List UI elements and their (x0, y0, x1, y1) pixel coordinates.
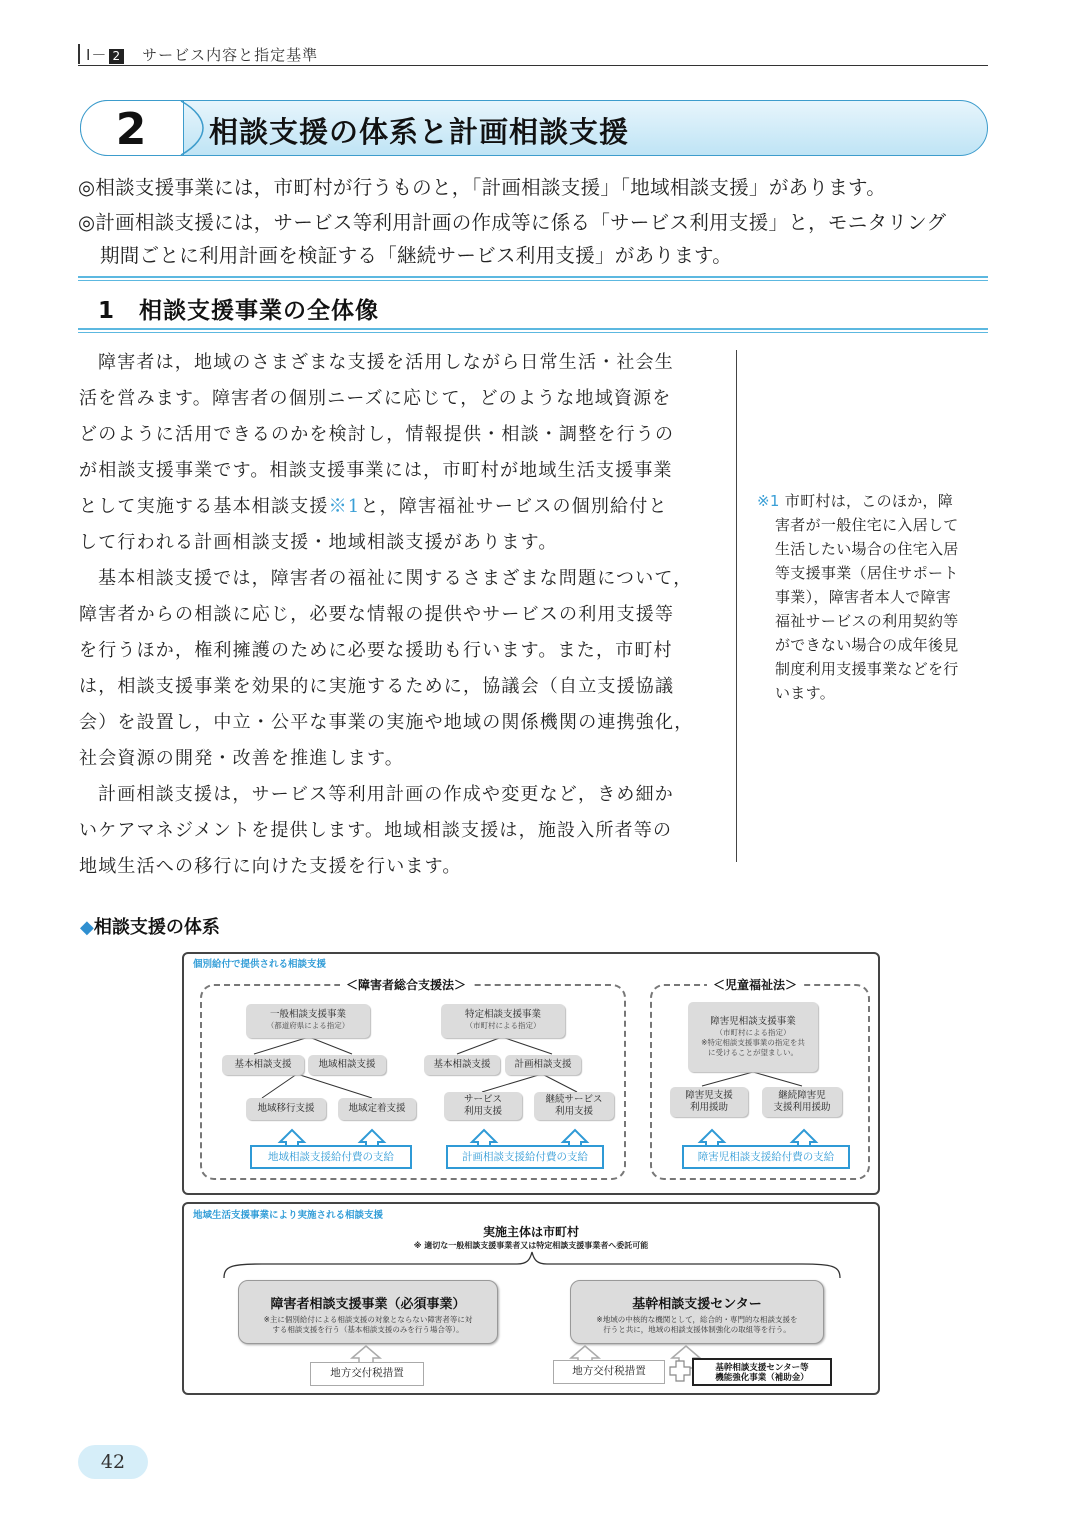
function-strengthening-subsidy-box: 基幹相談支援センター等 機能強化事業（補助金） (692, 1358, 832, 1386)
local-tax-measure-box-1: 地方交付税措置 (310, 1362, 424, 1386)
side-note-line: 害者が一般住宅に入居して (775, 516, 959, 534)
subsection-title: 1 相談支援事業の全体像 (98, 298, 380, 324)
section-title: 相談支援の体系と計画相談支援 (209, 115, 630, 149)
plus-icon (668, 1363, 688, 1383)
body-line: 会）を設置し，中立・公平な事業の実施や地域の関係機関の連携強化， (79, 712, 694, 733)
basic-consult-box-1: 基本相談支援 (222, 1055, 304, 1075)
body-line: は，相談支援事業を効果的に実施するために，協議会（自立支援協議 (79, 676, 675, 697)
section-banner (80, 100, 988, 156)
body-line: 地域生活への移行に向けた支援を行います。 (79, 856, 462, 877)
child-continuous-support-box: 継続障害児 支援利用援助 (762, 1087, 842, 1117)
body-line: 障害者からの相談に応じ，必要な情報の提供やサービスの利用支援等 (79, 604, 675, 625)
intro-line-2: ◎計画相談支援には，サービス等利用計画の作成等に係る「サービス利用支援」と，モニタリング (78, 211, 947, 234)
body-line: 計画相談支援は，サービス等利用計画の作成や変更など，きめ細か (98, 784, 674, 805)
disability-consult-business-box: 障害者相談支援事業（必須事業） ※主に個別給付による相談支援の対象とならない障害者等に対 する相談支援を行う（基本相談支援のみを行う場合等）。 (238, 1280, 498, 1344)
body-line: 活を営みます。障害者の個別ニーズに応じて，どのような地域資源を (79, 388, 672, 409)
running-head-title: サービス内容と指定基準 (142, 46, 319, 64)
chapter-number-box: 2 (109, 49, 124, 64)
side-note-line: 事業），障害者本人で障害 (775, 588, 952, 606)
main-actor-text: 実施主体は市町村 (482, 1225, 579, 1239)
body-line: を行うほか，権利擁護のために必要な援助も行います。また，市町村 (79, 640, 673, 661)
side-note-line: 制度利用支援事業などを行 (775, 660, 959, 678)
settlement-support-box: 地域定着支援 (338, 1098, 416, 1120)
running-head (78, 42, 988, 66)
regional-consult-box: 地域相談支援 (308, 1055, 386, 1075)
basic-consult-box-2: 基本相談支援 (424, 1055, 500, 1075)
intro-line-1: ◎相談支援事業には，市町村が行うものと，「計画相談支援」「地域相談支援」があります。 (78, 176, 887, 199)
running-head-bar (78, 44, 80, 64)
local-tax-measure-box-2: 地方交付税措置 (553, 1360, 665, 1384)
side-note-line: ができない場合の成年後見 (775, 636, 959, 654)
transition-support-box: 地域移行支援 (246, 1098, 326, 1120)
body-line: 社会資源の開発・改善を推進します。 (79, 748, 404, 769)
core-consult-center-box: 基幹相談支援センター ※地域の中核的な機関として，総合的・専門的な相談支援を 行うと共に，地域の相談支援体制強化の取組等を行う。 (570, 1280, 824, 1344)
service-use-support-box: サービス 利用支援 (444, 1092, 522, 1120)
side-note-line: 福祉サービスの利用契約等 (775, 612, 959, 630)
body-line (79, 492, 719, 518)
body-text: と，障害福祉サービスの個別給付と (360, 496, 668, 517)
child-benefit-payment-box: 障害児相談支援給付費の支給 (682, 1145, 850, 1169)
page-number: 42 (78, 1445, 148, 1479)
margin-rule (736, 350, 737, 862)
consignment-note: ※ 適切な一般相談支援事業者又は特定相談支援事業者へ委託可能 (413, 1241, 649, 1250)
specific-consult-business-box: 特定相談支援事業 （市町村による指定） (441, 1004, 565, 1038)
side-note-mark: ※1 (757, 492, 780, 510)
plan-consult-box: 計画相談支援 (505, 1055, 581, 1075)
regional-benefit-payment-box: 地域相談支援給付費の支給 (250, 1145, 412, 1169)
continuous-service-use-box: 継続サービス 利用支援 (534, 1092, 614, 1120)
running-head-prefix: Ⅰ－ (86, 46, 108, 64)
footnote-ref[interactable]: ※1 (328, 496, 361, 517)
diamond-icon: ◆ (80, 917, 94, 938)
individual-benefit-label: 個別給付で提供される相談支援 (193, 959, 327, 970)
body-line: 障害者は，地域のさまざまな支援を活用しながら日常生活・社会生 (98, 352, 674, 373)
general-consult-business-box: 一般相談支援事業 （都道府県による指定） (246, 1004, 370, 1038)
side-note-line: ※1 市町村は，このほか，障 (757, 492, 954, 510)
plan-benefit-payment-box: 計画相談支援給付費の支給 (446, 1145, 604, 1169)
body-line: が相談支援事業です。相談支援事業には，市町村が地域生活支援事業 (79, 460, 673, 481)
diagram-title: ◆相談支援の体系 (80, 917, 220, 938)
running-head-text (86, 44, 318, 65)
side-note-line: います。 (775, 684, 836, 702)
child-welfare-act-label: ＜児童福祉法＞ (707, 976, 803, 993)
body-line: 基本相談支援では，障害者の福祉に関するさまざまな問題について， (98, 568, 693, 589)
subsection-rule-bottom (78, 328, 988, 333)
side-note-line: 生活したい場合の住宅入居 (775, 540, 959, 558)
banner-chevron (179, 100, 209, 156)
section-number: 2 (115, 104, 147, 155)
subsection-rule-top (78, 276, 988, 281)
side-note-line: 等支援事業（居住サポート (775, 564, 959, 582)
child-use-support-box: 障害児支援 利用援助 (670, 1087, 748, 1117)
child-consult-business-box: 障害児相談支援事業 （市町村による指定） ※特定相談支援事業の指定を共 に受けることが望ましい。 (688, 1002, 818, 1072)
body-line: いケアマネジメントを提供します。地域相談支援は，施設入所者等の (79, 820, 673, 841)
regional-life-support-label: 地域生活支援事業により実施される相談支援 (193, 1210, 384, 1221)
body-line: どのように活用できるのかを検討し，情報提供・相談・調整を行うの (79, 424, 675, 445)
body-line: して行われる計画相談支援・地域相談支援があります。 (79, 532, 558, 553)
body-text: として実施する基本相談支援 (79, 496, 329, 517)
intro-line-3: 期間ごとに利用計画を検証する「継続サービス利用支援」があります。 (100, 244, 733, 267)
comprehensive-support-act-label: ＜障害者総合支援法＞ (340, 976, 472, 993)
